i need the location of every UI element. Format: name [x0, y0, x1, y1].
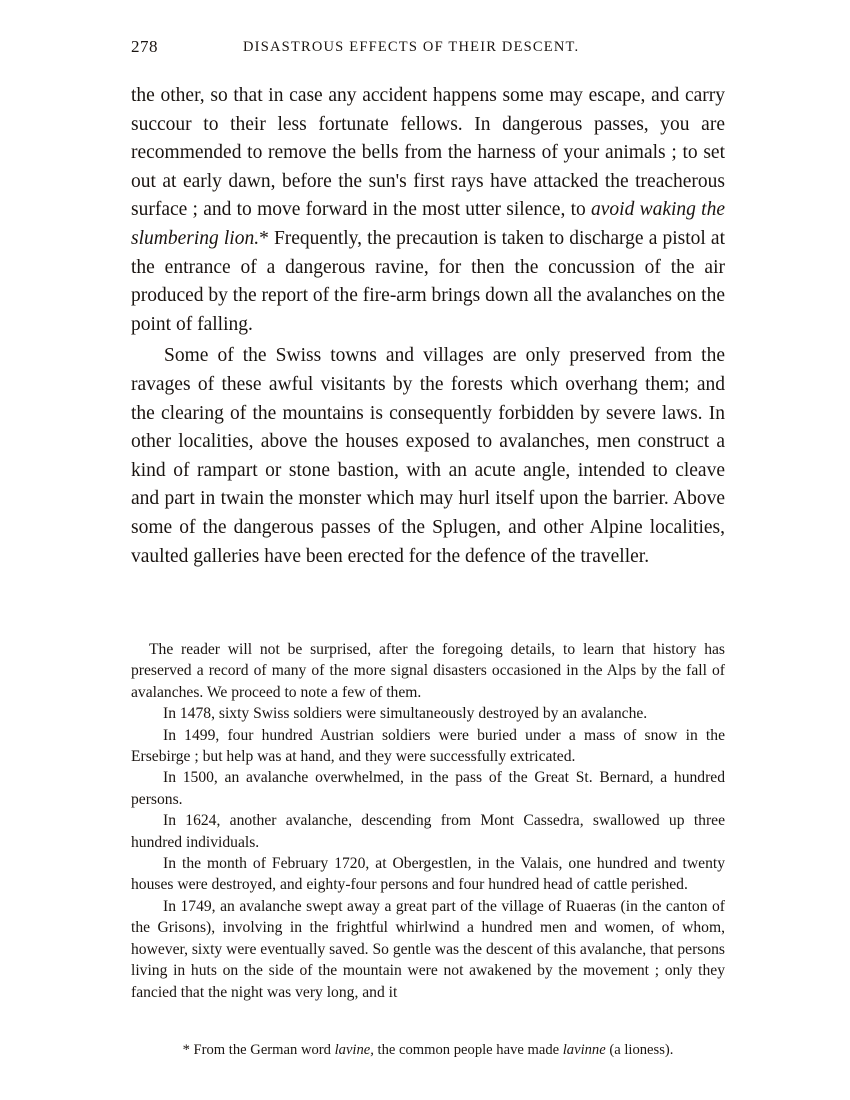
record-entry-1624: In 1624, another avalanche, descending from Mont Cassedra, swallowed up three hundred individuals.	[131, 812, 725, 851]
footnote-text: the common people have made	[373, 1042, 563, 1058]
italic-phrase: avoid waking the slumbering lion.	[131, 199, 725, 249]
avalanche-record-section	[131, 639, 725, 1003]
footnote-text: * From the German word	[182, 1042, 335, 1058]
paragraph-swiss-towns: Some of the Swiss towns and villages are only preserved from the ravages of these awful visitants by the forests which overhang them; and the clearing of the mountains is consequently forbidden by severe laws. In other localities, above the houses exposed to avalanches, men construct a kind of rampart or stone bastion, with an acute angle, intended to cleave and part in twain the monster which may hurl itself upon the barrier. Above some of the dangerous passes of the Splugen, and other Alpine localities, vaulted galleries have been erected for the defence of the traveller.	[131, 345, 725, 567]
record-intro: The reader will not be surprised, after the foregoing details, to learn that history has preserved a record of many of the more signal disasters occasioned in the Alps by the fall of avalanches. We proceed to note a few of them.	[131, 641, 725, 701]
running-head	[131, 37, 725, 63]
chapter-running-title: DISASTROUS EFFECTS OF THEIR DESCENT.	[243, 39, 580, 55]
record-entry-1749: In 1749, an avalanche swept away a great part of the village of Ruaeras (in the canton of the Grisons), involving in the frightful whirlwind a hundred men and women, of whom, however, sixty were eventually saved. So gentle was the descent of this avalanche, that persons living in huts on the side of the mountain were not awakened by the movement ; only they fancied that the night was very long, and it	[131, 897, 725, 1001]
record-entry-1500: In 1500, an avalanche overwhelmed, in the pass of the Great St. Bernard, a hundred persons.	[131, 769, 725, 808]
record-entry-1499: In 1499, four hundred Austrian soldiers were buried under a mass of snow in the Ersebirge ; but help was at hand, and they were successfully extricated.	[131, 726, 725, 766]
footnote	[131, 1040, 725, 1060]
paragraph-text: * Frequently, the precaution is taken to discharge a pistol at the entrance of a dangerous ravine, for then the concussion of the air produced by the report of the fire-arm brings down all the avalanches on the point of falling.	[131, 227, 725, 335]
paragraph-continuation	[131, 82, 725, 339]
main-body-text	[131, 82, 725, 571]
footnote-italic-word: lavine,	[334, 1042, 374, 1058]
record-entry-1478: In 1478, sixty Swiss soldiers were simultaneously destroyed by an avalanche.	[163, 705, 648, 723]
footnote-italic-word: lavinne	[562, 1042, 606, 1058]
record-entry-1720: In the month of February 1720, at Obergestlen, in the Valais, one hundred and twenty houses were destroyed, and eighty-four persons and four hundred head of cattle perished.	[131, 855, 725, 894]
paragraph-text: the other, so that in case any accident happens some may escape, and carry succour to their less fortunate fellows. In dangerous passes, you are recommended to remove the bells from the harness of your animals ; to set out at early dawn, before the sun's first rays have attacked the treacherous surface ; and to move forward in the most utter silence, to	[131, 85, 725, 221]
footnote-text: (a lioness).	[605, 1042, 674, 1058]
page-number: 278	[131, 37, 158, 56]
